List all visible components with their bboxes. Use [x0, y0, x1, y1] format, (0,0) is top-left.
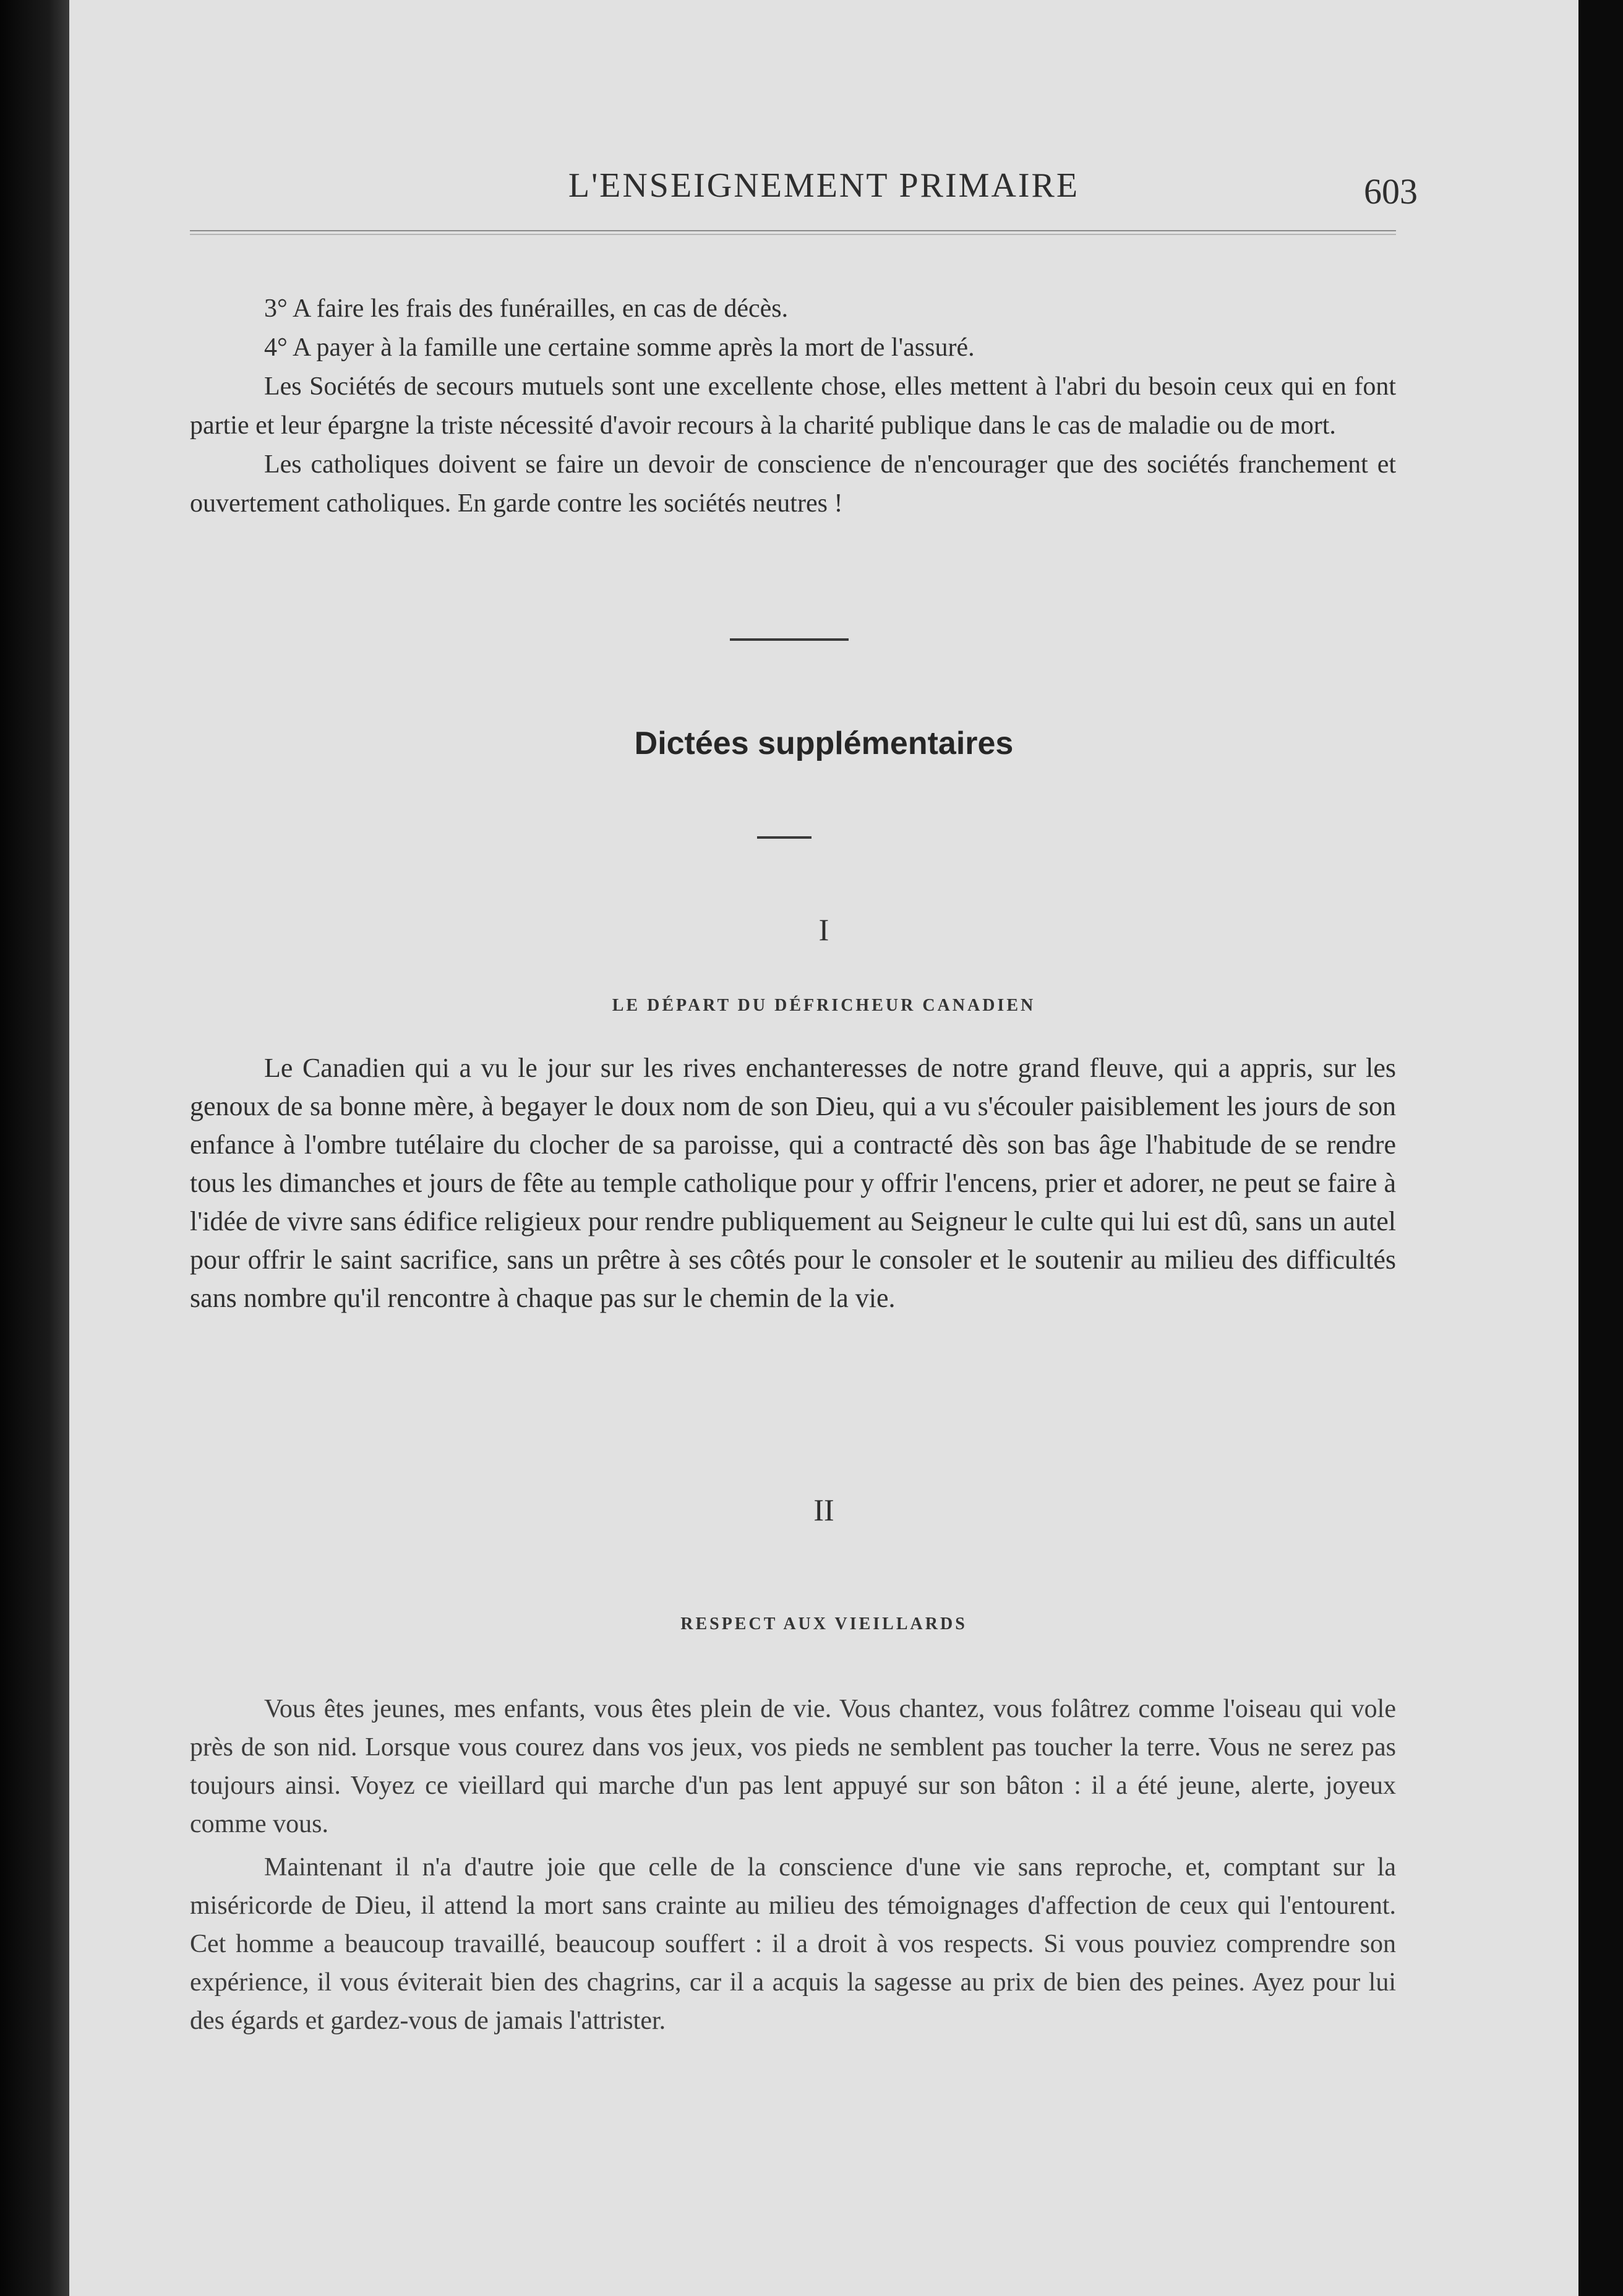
dictee-2-numeral: II — [813, 1493, 834, 1527]
dictee-1-numeral: I — [818, 912, 829, 947]
intro-line-3: 3° A faire les frais des funérailles, en cas de décès. — [264, 294, 789, 323]
intro-line-4: 4° A payer à la famille une certaine somme après la mort de l'assuré. — [264, 333, 975, 362]
intro-paragraph-catholiques: Les catholiques doivent se faire un devoir de conscience de n'encourager que des sociétés franchement et ouvertement catholiques. En garde contre les sociétés neutres ! — [190, 450, 1396, 518]
page-number: 603 — [1364, 171, 1418, 212]
dictee-2-paragraph-2: Maintenant il n'a d'autre joie que celle de la conscience d'une vie sans reproche, et, comptant sur la miséricorde de Dieu, il attend la mort sans crainte au milieu des témoignages d'affection de ceux qui l'entourent. Cet homme a beaucoup travaillé, beaucoup souffert : il a droit à vos respects. Si vous pouviez comprendre son expérience, il vous éviterait bien des chagrins, car il a acquis la sagesse au prix de bien des peines. Ayez pour lui des égards et gardez-vous de jamais l'attrister. — [190, 1853, 1396, 2035]
intro-paragraph-societes: Les Sociétés de secours mutuels sont une excellente chose, elles mettent à l'abri du besoin ceux qui en font partie et leur épargne la triste nécessité d'avoir recours à la charité publique dans le cas de maladie ou de mort. — [190, 372, 1396, 440]
running-header — [69, 166, 1578, 215]
dictee-1-body — [190, 1049, 1396, 1317]
dictee-2-heading: RESPECT AUX VIEILLARDS — [680, 1614, 967, 1634]
dictee-1-text: Le Canadien qui a vu le jour sur les rives enchanteresses de notre grand fleuve, qui a appris, sur les genoux de sa bonne mère, à begayer le doux nom de son Dieu, qui a vu s'écouler paisiblement les jours de son enfance à l'ombre tutélaire du clocher de sa paroisse, qui a contracté dès son bas âge l'habitude de se rendre tous les dimanches et jours de fête au temple catholique pour y offrir l'encens, prier et adorer, ne peut se faire à l'idée de vivre sans édifice religieux pour rendre publiquement au Seigneur le culte qui lui est dû, sans un autel pour offrir le saint sacrifice, sans un prêtre à ses côtés pour le consoler et le soutenir au milieu des difficultés sans nombre qu'il rencontre à chaque pas sur le chemin de la vie. — [190, 1053, 1396, 1313]
dictee-1-heading: LE DÉPART DU DÉFRICHEUR CANADIEN — [612, 996, 1036, 1015]
running-title: L'ENSEIGNEMENT PRIMAIRE — [568, 166, 1080, 205]
section-title: Dictées supplémentaires — [634, 726, 1014, 761]
dictee-2-paragraph-1: Vous êtes jeunes, mes enfants, vous êtes plein de vie. Vous chantez, vous folâtrez comme l'oiseau qui vole près de son nid. Lorsque vous courez dans vos jeux, vos pieds ne semblent pas toucher la terre. Vous ne serez pas toujours ainsi. Voyez ce vieillard qui marche d'un pas lent appuyé sur son bâton : il a été jeune, alerte, joyeux comme vous. — [190, 1695, 1396, 1838]
dictee-2-body — [190, 1690, 1396, 2040]
book-page — [69, 0, 1578, 2296]
scan-left-shadow — [0, 0, 69, 2296]
header-rule — [190, 230, 1396, 235]
intro-block — [190, 289, 1396, 523]
section-divider-rule — [730, 638, 849, 641]
title-underline-rule — [757, 836, 812, 839]
